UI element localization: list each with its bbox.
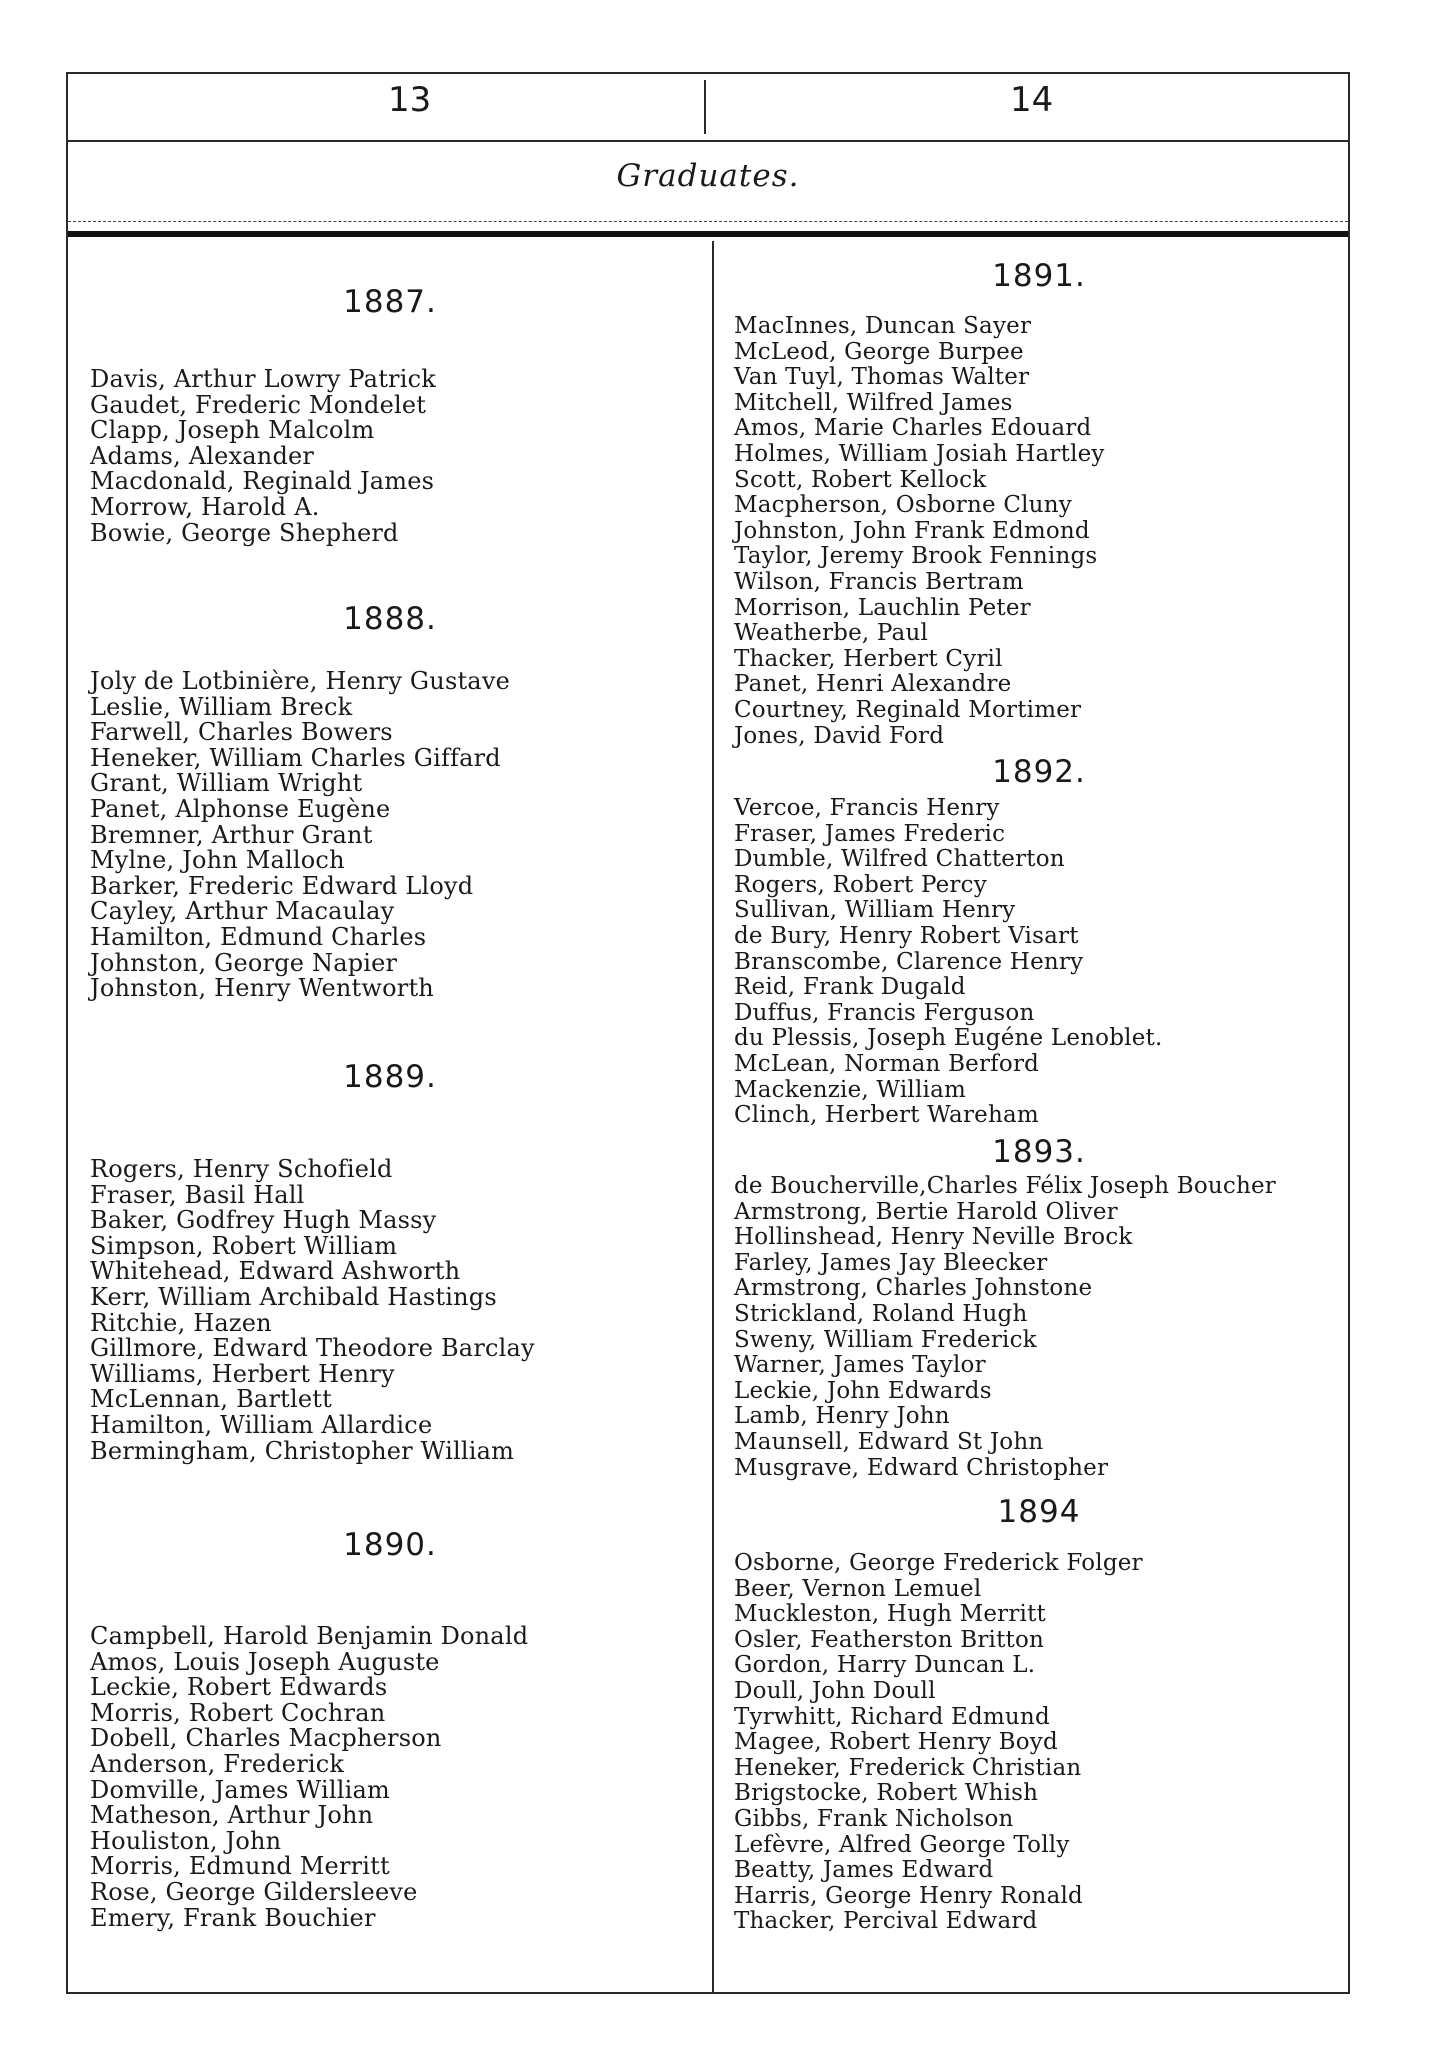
- graduate-name: Amos, Marie Charles Edouard: [734, 415, 1092, 442]
- page-number-bar: [68, 74, 1348, 140]
- graduate-list: [734, 796, 1162, 1129]
- graduate-name: Osler, Featherston Britton: [734, 1626, 1045, 1653]
- graduate-name: Lamb, Henry John: [734, 1403, 950, 1430]
- graduate-list: [90, 1624, 528, 1931]
- graduate-name: Anderson, Frederick: [90, 1749, 345, 1778]
- graduate-name: Davis, Arthur Lowry Patrick: [90, 365, 436, 393]
- graduate-name: Jones, David Ford: [734, 722, 945, 749]
- graduate-name: Farley, James Jay Bleecker: [734, 1249, 1048, 1276]
- graduate-name: Mitchell, Wilfred James: [734, 389, 1013, 416]
- graduate-name: Emery, Frank Bouchier: [90, 1903, 376, 1932]
- graduate-name: Beer, Vernon Lemuel: [734, 1575, 982, 1602]
- graduate-name: Gordon, Harry Duncan L.: [734, 1652, 1036, 1679]
- graduate-list: [90, 367, 436, 546]
- graduate-name: Holmes, William Josiah Hartley: [734, 440, 1105, 467]
- graduate-name: Heneker, Frederick Christian: [734, 1754, 1082, 1781]
- graduate-name: Muckleston, Hugh Merritt: [734, 1601, 1046, 1628]
- graduate-name: Thacker, Herbert Cyril: [734, 645, 1003, 672]
- graduate-name: Lefèvre, Alfred George Tolly: [734, 1831, 1070, 1858]
- graduate-name: Matheson, Arthur John: [90, 1801, 374, 1830]
- graduate-name: du Plessis, Joseph Eugéne Lenoblet.: [734, 1025, 1163, 1052]
- graduate-name: Harris, George Henry Ronald: [734, 1882, 1083, 1909]
- graduate-name: Leslie, William Breck: [90, 692, 353, 721]
- graduate-name: Hollinshead, Henry Neville Brock: [734, 1224, 1133, 1251]
- graduate-name: de Boucherville,Charles Félix Joseph Boucher: [734, 1173, 1276, 1199]
- graduate-name: Reid, Frank Dugald: [734, 974, 966, 1001]
- graduate-name: Thacker, Percival Edward: [734, 1908, 1038, 1935]
- graduate-name: Mylne, John Malloch: [90, 846, 345, 875]
- graduate-name: Scott, Robert Kellock: [734, 466, 987, 493]
- graduate-name: Domville, James William: [90, 1775, 390, 1804]
- graduate-name: Musgrave, Edward Christopher: [734, 1454, 1109, 1481]
- graduate-name: Armstrong, Charles Johnstone: [734, 1275, 1093, 1302]
- graduate-name: Gaudet, Frederic Mondelet: [90, 390, 427, 419]
- heavy-rule: [68, 231, 1348, 237]
- graduate-name: Panet, Alphonse Eugène: [90, 794, 391, 823]
- graduate-name: Rogers, Henry Schofield: [90, 1155, 393, 1183]
- graduate-name: Johnston, Henry Wentworth: [90, 974, 434, 1003]
- graduate-name: Morris, Edmund Merritt: [90, 1852, 390, 1881]
- graduate-name: Johnston, John Frank Edmond: [734, 517, 1090, 544]
- graduate-name: Branscombe, Clarence Henry: [734, 948, 1084, 975]
- year-heading: 1894: [997, 1494, 1081, 1530]
- graduate-name: Macpherson, Osborne Cluny: [734, 492, 1072, 519]
- graduate-name: Gillmore, Edward Theodore Barclay: [90, 1334, 535, 1363]
- graduate-name: Osborne, George Frederick Folger: [734, 1550, 1143, 1576]
- graduate-name: Taylor, Jeremy Brook Fennings: [734, 543, 1098, 570]
- year-heading: 1887.: [343, 284, 437, 320]
- graduate-name: Gibbs, Frank Nicholson: [734, 1805, 1014, 1832]
- graduate-name: Clapp, Joseph Malcolm: [90, 416, 375, 445]
- graduate-name: de Bury, Henry Robert Visart: [734, 922, 1079, 949]
- graduate-name: Kerr, William Archibald Hastings: [90, 1282, 497, 1311]
- graduate-name: Rose, George Gildersleeve: [90, 1877, 418, 1906]
- graduate-name: Rogers, Robert Percy: [734, 871, 987, 898]
- graduate-name: Ritchie, Hazen: [90, 1308, 272, 1337]
- graduate-name: Brigstocke, Robert Whish: [734, 1780, 1039, 1807]
- graduate-name: Macdonald, Reginald James: [90, 467, 435, 496]
- graduate-name: Sullivan, William Henry: [734, 897, 1016, 924]
- graduate-name: Houliston, John: [90, 1826, 282, 1855]
- graduate-name: Tyrwhitt, Richard Edmund: [734, 1703, 1050, 1730]
- graduate-name: Maunsell, Edward St John: [734, 1428, 1044, 1455]
- graduate-name: Fraser, Basil Hall: [90, 1180, 305, 1209]
- page-number-right: 14: [1010, 80, 1054, 120]
- graduate-list: [734, 314, 1105, 749]
- graduate-name: Simpson, Robert William: [90, 1231, 398, 1260]
- graduate-name: Hamilton, Edmund Charles: [90, 922, 427, 951]
- graduate-name: Morrison, Lauchlin Peter: [734, 594, 1031, 621]
- graduate-name: Joly de Lotbinière, Henry Gustave: [90, 667, 510, 695]
- graduate-name: Vercoe, Francis Henry: [734, 795, 1000, 821]
- graduate-name: Panet, Henri Alexandre: [734, 671, 1012, 698]
- graduate-name: Cayley, Arthur Macaulay: [90, 897, 395, 926]
- graduate-name: Armstrong, Bertie Harold Oliver: [734, 1198, 1118, 1225]
- graduate-name: Heneker, William Charles Giffard: [90, 743, 501, 772]
- graduate-name: Sweny, William Frederick: [734, 1326, 1037, 1353]
- graduate-name: Bowie, George Shepherd: [90, 518, 399, 547]
- graduate-name: Bremner, Arthur Grant: [90, 820, 373, 849]
- page-frame: [66, 72, 1350, 1994]
- page-number-left: 13: [388, 80, 432, 120]
- graduate-name: Wilson, Francis Bertram: [734, 568, 1024, 595]
- graduate-name: MacInnes, Duncan Sayer: [734, 313, 1032, 339]
- graduate-name: Adams, Alexander: [90, 441, 315, 470]
- top-rule: [68, 140, 1348, 142]
- graduate-name: Dobell, Charles Macpherson: [90, 1724, 442, 1753]
- column-divider: [712, 241, 714, 1994]
- graduate-name: Whitehead, Edward Ashworth: [90, 1257, 461, 1286]
- graduate-name: Baker, Godfrey Hugh Massy: [90, 1206, 437, 1235]
- graduate-name: Leckie, Robert Edwards: [90, 1673, 388, 1702]
- graduate-name: Leckie, John Edwards: [734, 1377, 992, 1404]
- graduate-name: Bermingham, Christopher William: [90, 1436, 515, 1465]
- graduate-list: [734, 1174, 1276, 1481]
- graduate-name: Strickland, Roland Hugh: [734, 1300, 1028, 1327]
- year-heading: 1890.: [343, 1527, 437, 1563]
- graduate-name: Fraser, James Frederic: [734, 820, 1006, 847]
- graduate-name: Grant, William Wright: [90, 769, 363, 798]
- graduate-name: Morrow, Harold A.: [90, 492, 320, 521]
- graduate-name: Beatty, James Edward: [734, 1857, 994, 1884]
- dashed-rule: [68, 221, 1348, 222]
- graduate-name: McLeod, George Burpee: [734, 338, 1024, 365]
- graduate-name: Morris, Robert Cochran: [90, 1698, 386, 1727]
- graduate-name: Doull, John Doull: [734, 1677, 936, 1704]
- year-heading: 1891.: [992, 258, 1086, 294]
- graduate-name: Clinch, Herbert Wareham: [734, 1102, 1039, 1129]
- graduate-name: Campbell, Harold Benjamin Donald: [90, 1622, 529, 1650]
- graduate-name: Weatherbe, Paul: [734, 620, 929, 647]
- year-heading: 1888.: [343, 601, 437, 637]
- graduate-name: Magee, Robert Henry Boyd: [734, 1729, 1058, 1756]
- graduate-name: McLennan, Bartlett: [90, 1385, 332, 1414]
- graduate-name: Warner, James Taylor: [734, 1352, 986, 1379]
- graduate-name: Van Tuyl, Thomas Walter: [734, 364, 1030, 391]
- graduate-name: Farwell, Charles Bowers: [90, 718, 393, 747]
- page-heading: Graduates.: [616, 158, 800, 194]
- graduate-name: Amos, Louis Joseph Auguste: [90, 1647, 440, 1676]
- graduate-name: Dumble, Wilfred Chatterton: [734, 846, 1065, 873]
- graduate-name: Johnston, George Napier: [90, 948, 398, 977]
- graduate-name: McLean, Norman Berford: [734, 1050, 1040, 1077]
- graduate-list: [90, 1157, 535, 1464]
- graduate-name: Courtney, Reginald Mortimer: [734, 696, 1082, 723]
- year-heading: 1889.: [343, 1059, 437, 1095]
- graduate-name: Barker, Frederic Edward Lloyd: [90, 871, 474, 900]
- graduate-name: Mackenzie, William: [734, 1076, 966, 1103]
- graduate-name: Williams, Herbert Henry: [90, 1359, 395, 1388]
- graduate-list: [734, 1551, 1143, 1935]
- year-heading: 1892.: [992, 754, 1086, 790]
- page-number-divider: [704, 80, 706, 134]
- year-heading: 1893.: [992, 1134, 1086, 1170]
- graduate-name: Duffus, Francis Ferguson: [734, 999, 1035, 1026]
- graduate-list: [90, 669, 510, 1002]
- graduate-name: Hamilton, William Allardice: [90, 1410, 433, 1439]
